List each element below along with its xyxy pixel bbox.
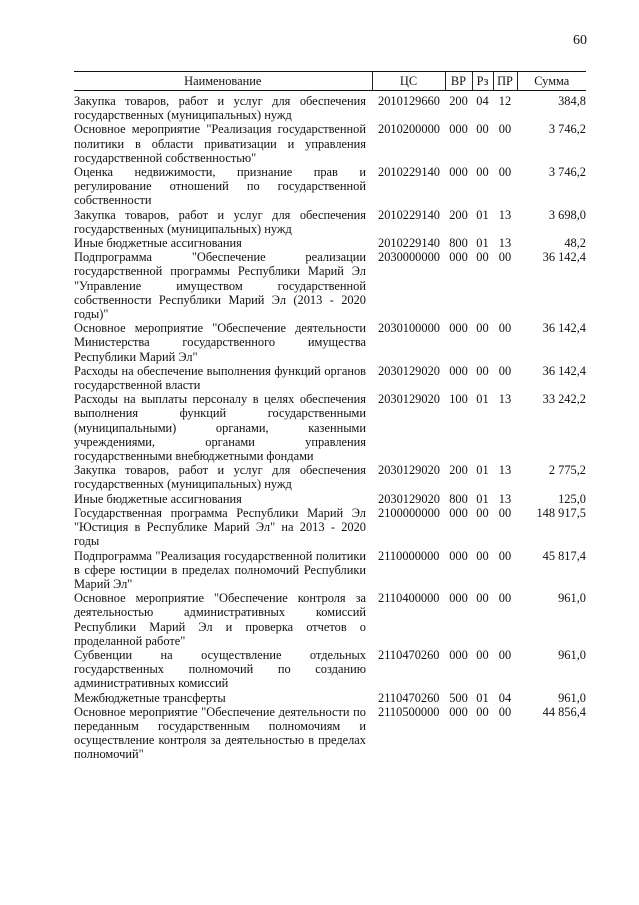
cell-rz: 01 xyxy=(476,690,489,705)
cell-name: Расходы на выплаты персоналу в целях обеспечения выполнения функций государственными (муниципальными) органами, казенными учреждениями, органами управления государственными внебюджетными фондами xyxy=(74,392,366,464)
cell-pr: 00 xyxy=(498,250,512,265)
header-vr: ВР xyxy=(445,72,472,91)
table-row xyxy=(74,364,586,392)
cell-name: Основное мероприятие "Обеспечение контроля за деятельностью административных комиссий Республики Марий Эл и проверка отчетов о проделанной работе" xyxy=(74,591,366,648)
cell-sum: 384,8 xyxy=(558,94,586,108)
header-rz: Рз xyxy=(472,72,493,91)
cell-rz: 00 xyxy=(476,122,489,137)
cell-vr: 000 xyxy=(449,704,468,719)
cell-cs: 2010229140 xyxy=(378,207,440,222)
header-pr: ПР xyxy=(493,72,517,91)
cell-vr: 500 xyxy=(449,690,468,705)
cell-vr: 000 xyxy=(449,591,468,606)
cell-rz: 00 xyxy=(476,647,489,662)
cell-vr: 200 xyxy=(449,463,468,478)
cell-sum: 961,0 xyxy=(558,647,586,662)
cell-vr: 000 xyxy=(449,505,468,520)
cell-name: Закупка товаров, работ и услуг для обеспечения государственных (муниципальных) нужд xyxy=(74,463,366,492)
table-row xyxy=(74,236,586,250)
cell-cs: 2010200000 xyxy=(378,122,440,137)
budget-table xyxy=(74,71,586,762)
cell-pr: 00 xyxy=(498,704,512,719)
cell-vr: 000 xyxy=(449,122,468,137)
cell-cs: 2010129660 xyxy=(378,94,440,108)
cell-cs: 2030129020 xyxy=(378,463,440,478)
cell-rz: 00 xyxy=(476,505,489,520)
cell-rz: 00 xyxy=(476,591,489,606)
cell-name: Расходы на обеспечение выполнения функций органов государственной власти xyxy=(74,363,366,393)
table-row xyxy=(74,208,586,236)
table-row xyxy=(74,492,586,506)
cell-name: Основное мероприятие "Реализация государственной политики в области приватизации и управления государственной собственностью" xyxy=(74,122,366,165)
cell-sum: 44 856,4 xyxy=(542,704,586,719)
page-number: 60 xyxy=(573,33,587,48)
cell-pr: 13 xyxy=(498,236,512,251)
cell-name: Межбюджетные трансферты xyxy=(74,690,226,705)
cell-vr: 800 xyxy=(449,491,468,506)
cell-rz: 01 xyxy=(476,207,489,222)
cell-rz: 01 xyxy=(476,463,489,478)
cell-cs: 2010229140 xyxy=(378,165,440,180)
cell-cs: 2030129020 xyxy=(378,392,440,407)
table-row xyxy=(74,591,586,648)
cell-vr: 000 xyxy=(449,165,468,180)
cell-vr: 000 xyxy=(449,250,468,265)
cell-cs: 2110470260 xyxy=(378,647,440,662)
cell-vr: 000 xyxy=(449,647,468,662)
header-cs: ЦС xyxy=(372,72,445,91)
cell-sum: 2 775,2 xyxy=(548,463,586,478)
cell-vr: 000 xyxy=(449,321,468,336)
cell-rz: 01 xyxy=(476,236,489,251)
cell-pr: 13 xyxy=(498,463,512,478)
table-row xyxy=(74,321,586,364)
table-row xyxy=(74,122,586,165)
cell-vr: 000 xyxy=(449,548,468,563)
cell-rz: 04 xyxy=(476,94,489,108)
cell-name: Закупка товаров, работ и услуг для обеспечения государственных (муниципальных) нужд xyxy=(74,207,366,236)
cell-pr: 13 xyxy=(498,491,512,506)
cell-pr: 00 xyxy=(498,321,512,336)
cell-cs: 2030129020 xyxy=(378,491,440,506)
cell-name: Основное мероприятие "Обеспечение деятельности по переданным государственным полномочиям и осуществление контроля за деятельностью в пределах полномочий" xyxy=(74,704,366,762)
cell-pr: 04 xyxy=(498,690,512,705)
cell-sum: 961,0 xyxy=(558,591,586,606)
cell-pr: 13 xyxy=(498,392,512,407)
cell-name: Иные бюджетные ассигнования xyxy=(74,491,242,506)
cell-sum: 125,0 xyxy=(558,491,586,506)
cell-cs: 2030100000 xyxy=(378,321,440,336)
table-row xyxy=(74,549,586,592)
table-row xyxy=(74,506,586,549)
cell-cs: 2110000000 xyxy=(378,548,440,563)
cell-pr: 00 xyxy=(498,548,512,563)
cell-vr: 100 xyxy=(449,392,468,407)
cell-pr: 00 xyxy=(498,122,512,137)
table-header-row xyxy=(74,72,586,91)
cell-name: Основное мероприятие "Обеспечение деятельности Министерства государственного имущества Республики Марий Эл" xyxy=(74,321,366,364)
cell-cs: 2030000000 xyxy=(378,250,440,265)
table-row xyxy=(74,648,586,691)
cell-pr: 00 xyxy=(498,591,512,606)
cell-rz: 00 xyxy=(476,165,489,180)
cell-rz: 00 xyxy=(476,250,489,265)
cell-name: Субвенции на осуществление отдельных государственных полномочий по созданию административных комиссий xyxy=(74,647,366,691)
cell-rz: 00 xyxy=(476,548,489,563)
table-row xyxy=(74,165,586,208)
cell-pr: 13 xyxy=(498,207,512,222)
cell-pr: 00 xyxy=(498,505,512,520)
table-row xyxy=(74,91,586,123)
cell-name: Подпрограмма "Реализация государственной политики в сфере юстиции в пределах полномочий Республики Марий Эл" xyxy=(74,548,366,591)
table-row xyxy=(74,463,586,491)
cell-cs: 2100000000 xyxy=(378,505,440,520)
header-sum: Сумма xyxy=(517,72,586,91)
cell-rz: 01 xyxy=(476,392,489,407)
cell-name: Оценка недвижимости, признание прав и регулирование отношений по государственной собственности xyxy=(74,165,366,208)
cell-rz: 01 xyxy=(476,491,489,506)
cell-name: Иные бюджетные ассигнования xyxy=(74,236,242,251)
cell-cs: 2010229140 xyxy=(378,236,440,251)
cell-pr: 00 xyxy=(498,165,512,180)
cell-rz: 00 xyxy=(476,704,489,719)
cell-pr: 00 xyxy=(498,647,512,662)
cell-cs: 2110470260 xyxy=(378,690,440,705)
cell-rz: 00 xyxy=(476,321,489,336)
cell-vr: 200 xyxy=(449,207,468,222)
cell-sum: 33 242,2 xyxy=(542,392,586,407)
cell-sum: 36 142,4 xyxy=(542,363,586,378)
cell-cs: 2110500000 xyxy=(378,704,440,719)
cell-cs: 2110400000 xyxy=(378,591,440,606)
cell-sum: 961,0 xyxy=(558,690,586,705)
cell-sum: 3 698,0 xyxy=(548,207,586,222)
cell-name: Закупка товаров, работ и услуг для обеспечения государственных (муниципальных) нужд xyxy=(74,94,366,123)
table-row xyxy=(74,705,586,762)
cell-name: Подпрограмма "Обеспечение реализации государственной программы Республики Марий Эл "Управление имуществом государственной собственности Республики Марий Эл (2013 - 2020 годы)" xyxy=(74,250,366,322)
cell-sum: 3 746,2 xyxy=(548,122,586,137)
cell-pr: 12 xyxy=(498,94,512,108)
table-row xyxy=(74,691,586,705)
cell-vr: 800 xyxy=(449,236,468,251)
cell-sum: 36 142,4 xyxy=(542,250,586,265)
header-name: Наименование xyxy=(74,72,372,91)
cell-sum: 148 917,5 xyxy=(536,505,586,520)
cell-pr: 00 xyxy=(498,363,512,378)
cell-rz: 00 xyxy=(476,363,489,378)
cell-sum: 36 142,4 xyxy=(542,321,586,336)
cell-name: Государственная программа Республики Марий Эл "Юстиция в Республике Марий Эл" на 2013 - 2020 годы xyxy=(74,505,366,549)
cell-sum: 48,2 xyxy=(564,236,586,251)
cell-sum: 3 746,2 xyxy=(548,165,586,180)
table-row xyxy=(74,250,586,321)
cell-cs: 2030129020 xyxy=(378,363,440,378)
table-row xyxy=(74,392,586,463)
cell-vr: 000 xyxy=(449,363,468,378)
cell-sum: 45 817,4 xyxy=(542,548,586,563)
cell-vr: 200 xyxy=(449,94,468,108)
